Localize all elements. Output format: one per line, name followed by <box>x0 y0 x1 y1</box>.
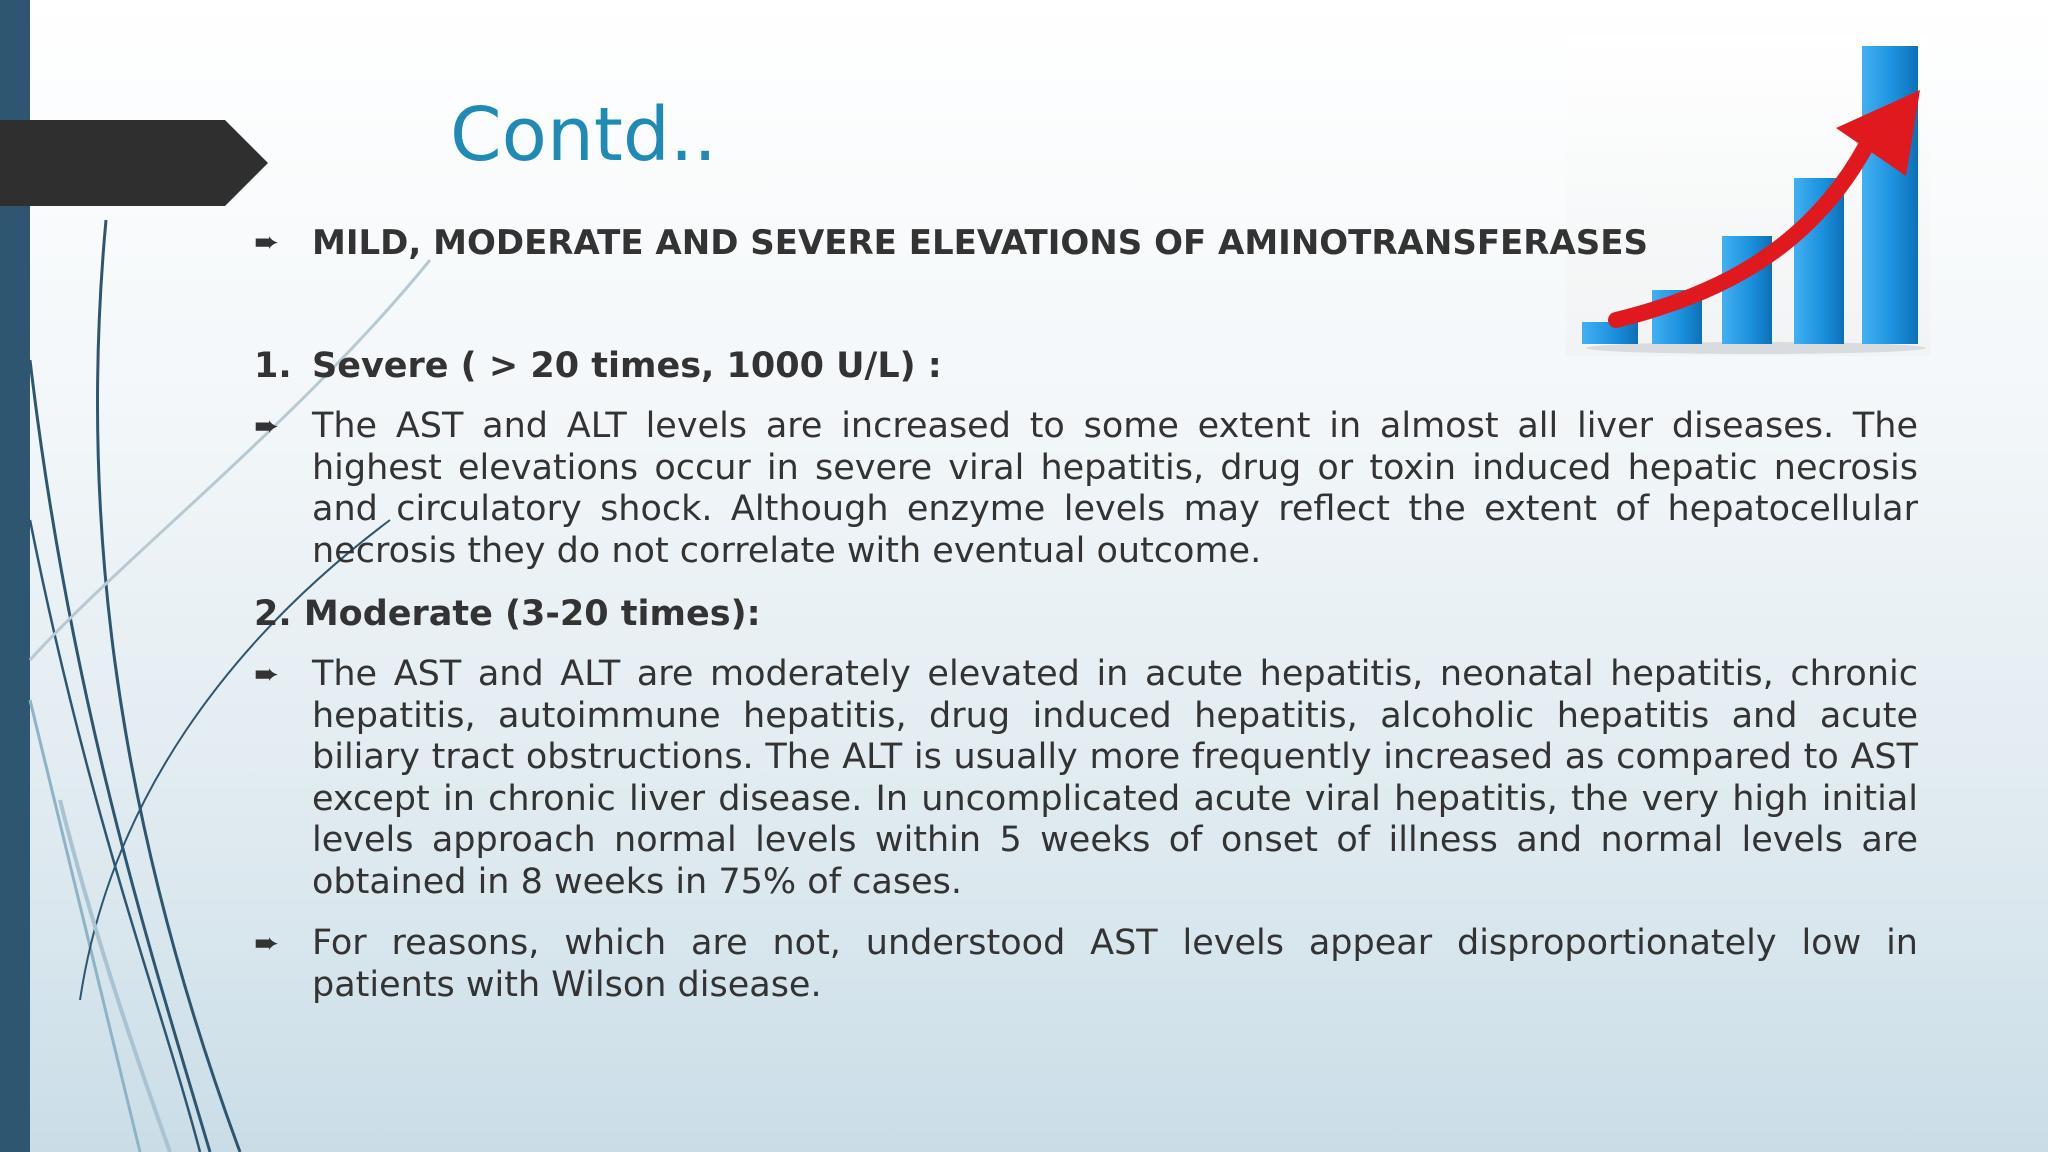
slide-content <box>254 222 1918 1006</box>
bullet-arrow-icon: ➨ <box>254 926 280 961</box>
bullet-item <box>254 654 1918 903</box>
bullet-text: The AST and ALT levels are increased to some extent in almost all liver diseases. The highest elevations occur in severe viral hepatitis, drug or toxin induced hepatic necrosis and circulatory shock. Although enzyme levels may reflect the extent of hepatocellular necrosis they do not correlate with eventual outcome. <box>312 406 1918 571</box>
section-moderate-heading <box>254 592 1918 636</box>
title-tab-arrow <box>0 120 270 206</box>
section-label: Severe ( > 20 times, 1000 U/L) : <box>312 346 942 386</box>
slide-title: Contd.. <box>450 92 717 178</box>
section-number: 2. <box>254 594 292 634</box>
main-heading-bullet <box>254 222 1918 264</box>
bullet-item <box>254 923 1918 1006</box>
main-heading-text: MILD, MODERATE AND SEVERE ELEVATIONS OF AMINOTRANSFERASES <box>312 223 1648 263</box>
section-label: Moderate (3-20 times): <box>303 594 761 634</box>
bullet-arrow-icon: ➨ <box>254 225 280 260</box>
bullet-item <box>254 406 1918 572</box>
bullet-text: The AST and ALT are moderately elevated in acute hepatitis, neonatal hepatitis, chronic hepatitis, autoimmune hepatitis, drug induced hepatitis, alcoholic hepatitis and acute biliary tract obstructions. The ALT is usually more frequently increased as compared to AST except in chronic liver disease. In uncomplicated acute viral hepatitis, the very high initial levels approach normal levels within 5 weeks of onset of illness and normal levels are obtained in 8 weeks in 75% of cases. <box>312 654 1918 902</box>
bullet-arrow-icon: ➨ <box>254 657 280 692</box>
section-number: 1. <box>254 346 292 386</box>
bullet-text: For reasons, which are not, understood AST levels appear disproportionately low in patients with Wilson disease. <box>312 923 1918 1005</box>
section-severe-heading <box>254 344 1918 388</box>
bullet-arrow-icon: ➨ <box>254 409 280 444</box>
